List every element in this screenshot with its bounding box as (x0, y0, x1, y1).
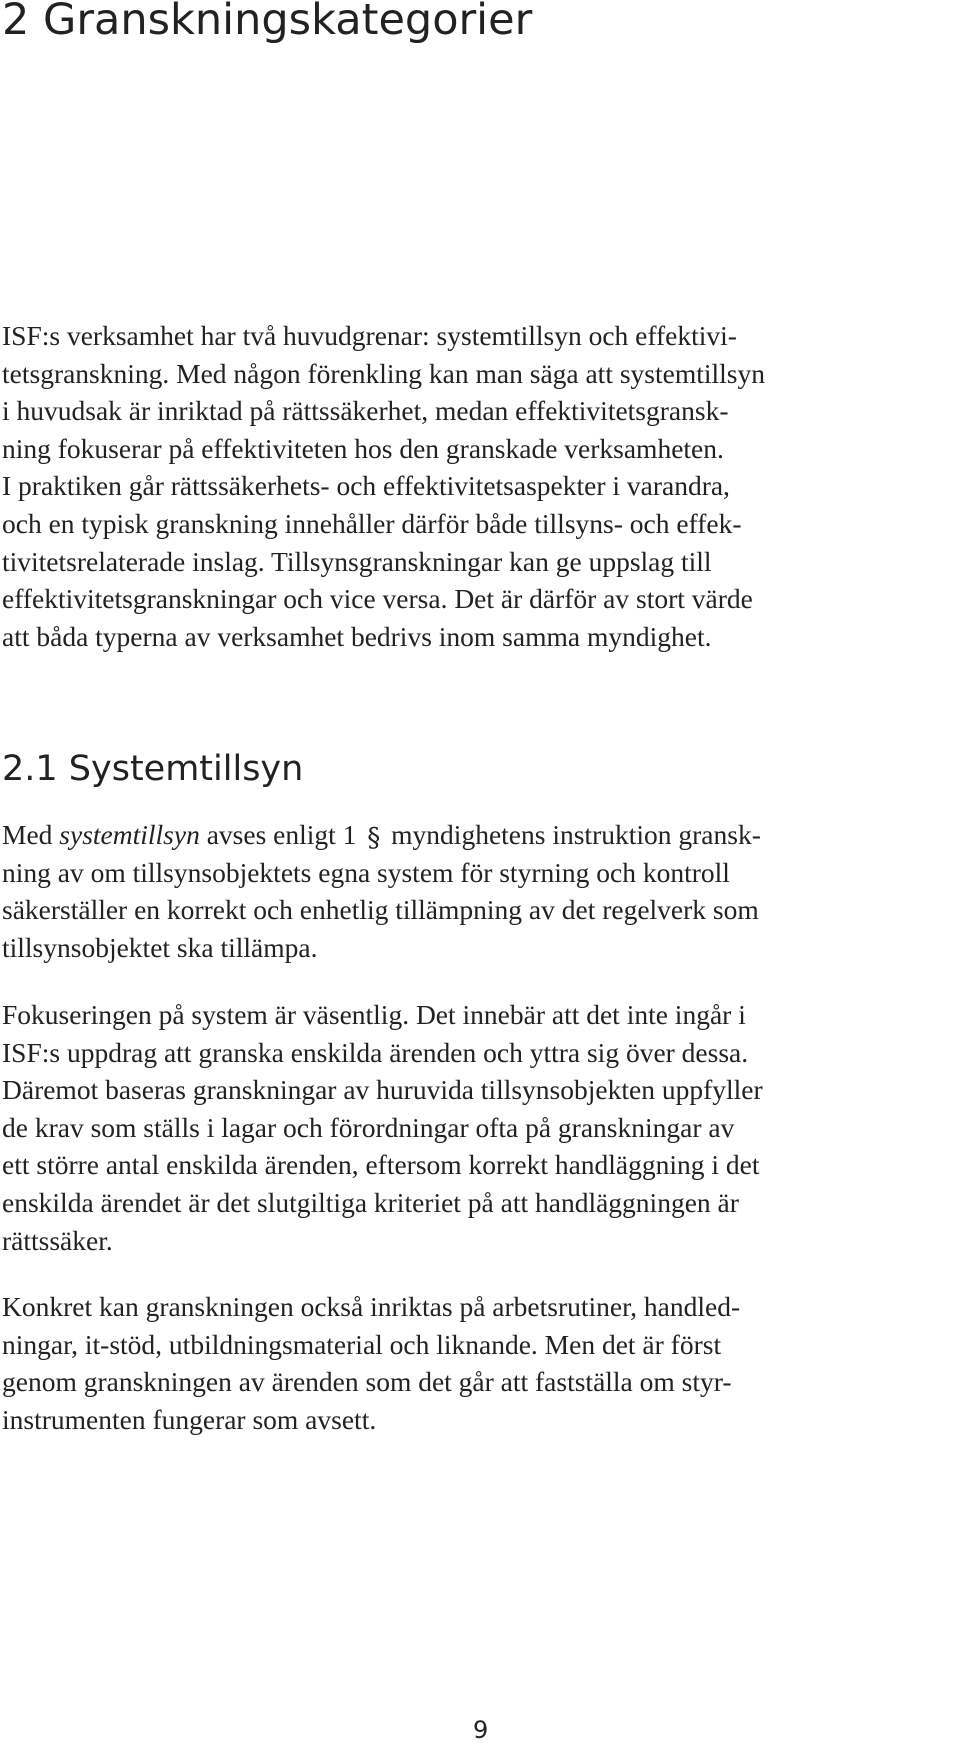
text-line: ningar, it-stöd, utbildningsmaterial och liknande. Men det är först (2, 1328, 722, 1360)
page-number: 9 (473, 1716, 489, 1744)
text-line: tetsgranskning. Med någon förenkling kan man säga att systemtillsyn (2, 357, 765, 389)
intro-paragraph (2, 317, 765, 655)
text-fragment: avses enligt 1 (199, 819, 364, 850)
text-fragment: myndighetens instruktion gransk- (384, 819, 761, 850)
italic-term: systemtillsyn (59, 819, 200, 850)
text-line: tivitetsrelaterade inslag. Tillsynsgranskningar kan ge uppslag till (2, 545, 712, 577)
text-line: Däremot baseras granskningar av huruvida tillsynsobjekten uppfyller (2, 1074, 763, 1106)
text-line: Fokuseringen på system är väsentlig. Det innebär att det inte ingår i (2, 999, 746, 1030)
text-line: och en typisk granskning innehåller därför både tillsyns- och effek- (2, 507, 742, 539)
text-line: tillsynsobjektet ska tillämpa. (2, 931, 318, 963)
text-line: genom granskningen av ärenden som det går att fastställa om styr- (2, 1366, 732, 1398)
text-line: ISF:s uppdrag att granska enskilda ärenden och yttra sig över dessa. (2, 1036, 749, 1068)
text-fragment: Med (2, 819, 60, 850)
text-line: ett större antal enskilda ärenden, eftersom korrekt handläggning i det (2, 1149, 760, 1181)
text-line: rättssäker. (2, 1224, 113, 1256)
chapter-heading: 2 Granskningskategorier (2, 0, 533, 45)
text-line: effektivitetsgranskningar och vice versa. Det är därför av stort värde (2, 583, 753, 615)
concrete-paragraph (2, 1288, 740, 1438)
text-line: enskilda ärendet är det slutgiltiga kriteriet på att handläggningen är (2, 1186, 739, 1218)
definition-paragraph (2, 816, 761, 966)
text-line: instrumenten fungerar som avsett. (2, 1403, 377, 1435)
text-line: ning av om tillsynsobjektets egna system för styrning och kontroll (2, 856, 730, 888)
text-line: säkerställer en korrekt och enhetlig tillämpning av det regelverk som (2, 894, 759, 926)
text-line: ning fokuserar på effektiviteten hos den granskade verksamheten. (2, 432, 724, 464)
text-line: de krav som ställs i lagar och förordningar ofta på granskningar av (2, 1111, 735, 1143)
focus-paragraph (2, 996, 763, 1259)
text-line (2, 816, 761, 854)
section-heading: 2.1 Systemtillsyn (2, 749, 304, 789)
text-line: ISF:s verksamhet har två huvudgrenar: systemtillsyn och effektivi- (2, 320, 737, 351)
text-line: Konkret kan granskningen också inriktas på arbetsrutiner, handled- (2, 1291, 741, 1322)
text-line: att båda typerna av verksamhet bedrivs inom samma myndighet. (2, 620, 712, 652)
section-sign: § (367, 822, 381, 853)
text-line: i huvudsak är inriktad på rättssäkerhet, medan effektivitetsgransk- (2, 395, 729, 427)
text-line: I praktiken går rättssäkerhets- och effektivitetsaspekter i varandra, (2, 470, 730, 502)
